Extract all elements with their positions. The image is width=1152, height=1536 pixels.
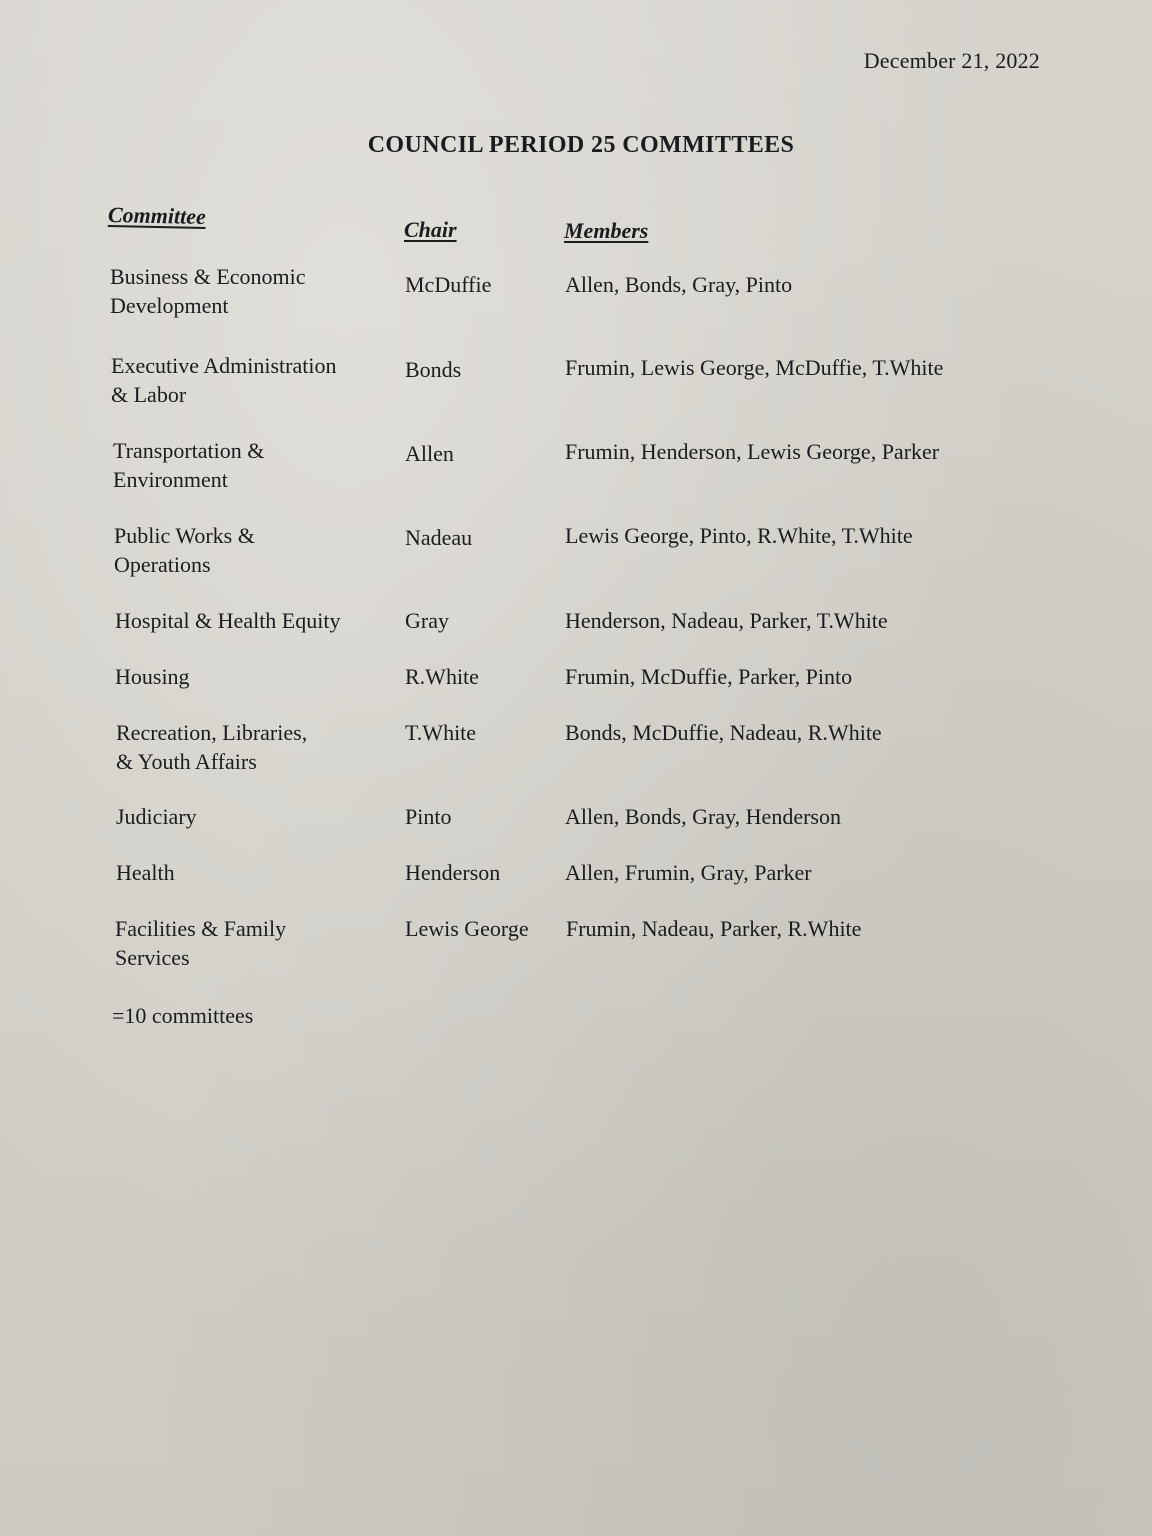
committee-name: Judiciary	[116, 804, 197, 829]
committee-name: Health	[116, 860, 175, 885]
committee-chair: Allen	[405, 441, 454, 466]
committee-row	[0, 436, 1152, 492]
column-header-committee: Committee	[107, 201, 207, 230]
committee-row	[0, 914, 1152, 970]
committee-members: Allen, Frumin, Gray, Parker	[565, 860, 812, 885]
committee-members: Allen, Bonds, Gray, Pinto	[565, 272, 793, 297]
committee-members: Bonds, McDuffie, Nadeau, R.White	[565, 720, 882, 745]
committee-name: Hospital & Health Equity	[115, 608, 341, 633]
committee-name: Public Works & Operations	[114, 523, 255, 577]
committee-chair: Pinto	[405, 804, 452, 829]
committee-members: Frumin, Henderson, Lewis George, Parker	[565, 439, 940, 464]
committee-row	[0, 606, 1152, 633]
committee-row	[0, 718, 1152, 774]
committee-name: Housing	[115, 664, 190, 689]
committee-name: Facilities & Family Services	[115, 916, 287, 970]
committee-members: Allen, Bonds, Gray, Henderson	[565, 804, 841, 829]
committee-row	[0, 662, 1152, 689]
committee-row	[0, 521, 1152, 577]
committee-chair: Gray	[405, 608, 449, 633]
committee-chair: T.White	[405, 720, 477, 745]
committee-row	[0, 351, 1152, 407]
committee-total: =10 committees	[112, 1003, 254, 1028]
committee-chair: Bonds	[405, 357, 462, 382]
committee-chair: McDuffie	[405, 272, 492, 297]
committee-members: Frumin, McDuffie, Parker, Pinto	[565, 664, 853, 689]
committee-chair: Lewis George	[405, 916, 529, 941]
committee-name: Business & Economic Development	[110, 264, 306, 318]
document-date: December 21, 2022	[863, 48, 1040, 73]
committee-name: Transportation & Environment	[113, 438, 265, 492]
committee-row	[0, 802, 1152, 829]
committee-name: Recreation, Libraries, & Youth Affairs	[116, 720, 308, 774]
committee-members: Henderson, Nadeau, Parker, T.White	[565, 608, 888, 633]
committee-row	[0, 858, 1152, 885]
column-header-members: Members	[564, 218, 649, 243]
committee-members: Frumin, Nadeau, Parker, R.White	[566, 916, 862, 941]
document-title: COUNCIL PERIOD 25 COMMITTEES	[367, 132, 795, 158]
committee-row	[0, 262, 1152, 318]
committee-chair: R.White	[405, 664, 479, 689]
committee-chair: Henderson	[405, 860, 501, 885]
committee-chair: Nadeau	[405, 525, 473, 550]
column-header-chair: Chair	[404, 217, 457, 242]
committee-members: Frumin, Lewis George, McDuffie, T.White	[565, 355, 944, 380]
committee-name: Executive Administration & Labor	[111, 353, 337, 407]
committee-members: Lewis George, Pinto, R.White, T.White	[565, 523, 913, 548]
